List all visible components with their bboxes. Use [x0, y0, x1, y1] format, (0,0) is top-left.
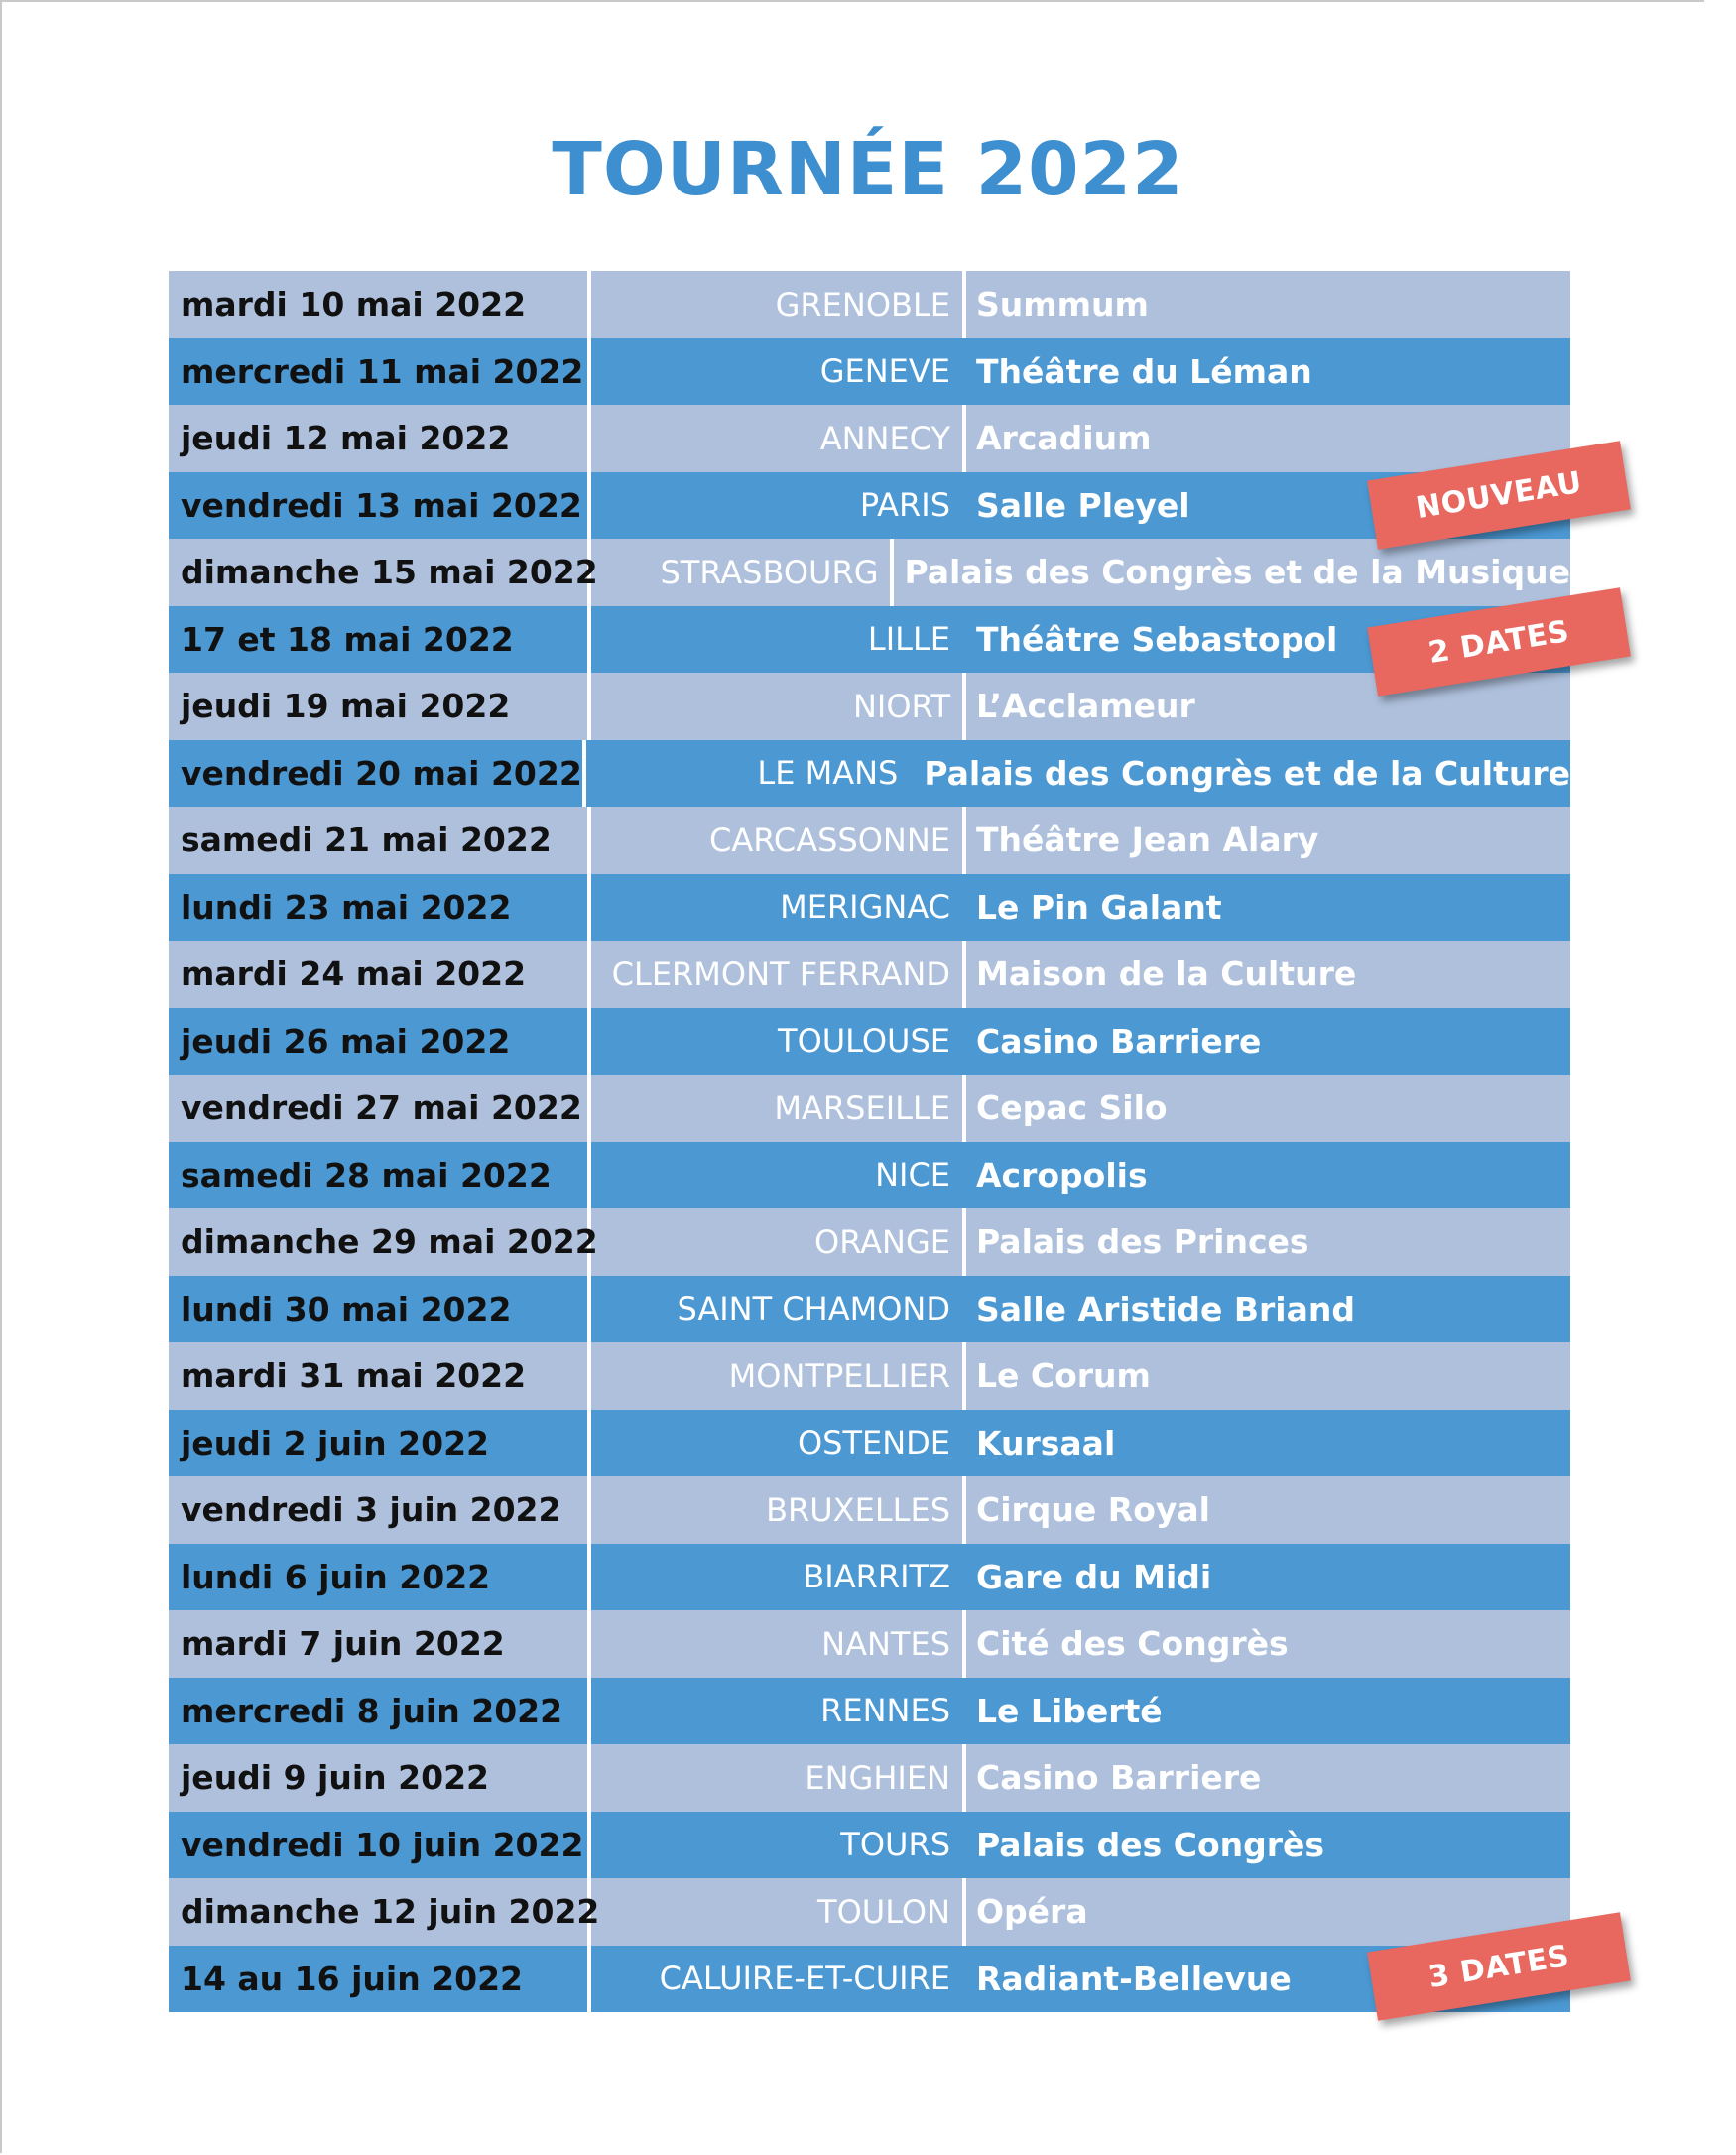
city-cell: OSTENDE — [591, 1410, 966, 1477]
city-cell: ENGHIEN — [591, 1744, 966, 1812]
date-cell: 17 et 18 mai 2022 — [169, 606, 591, 674]
date-cell: 14 au 16 juin 2022 — [169, 1946, 591, 2013]
city-cell: GENEVE — [591, 338, 966, 406]
date-cell: jeudi 2 juin 2022 — [169, 1410, 591, 1477]
city-cell: SAINT CHAMOND — [591, 1276, 966, 1343]
city-cell: MERIGNAC — [591, 874, 966, 942]
city-cell: NANTES — [591, 1610, 966, 1678]
table-row — [169, 271, 1570, 338]
venue-cell: Arcadium — [976, 419, 1152, 458]
venue-cell: Le Liberté — [976, 1691, 1163, 1730]
venue-cell: Acropolis — [976, 1155, 1148, 1195]
city-cell: RENNES — [591, 1678, 966, 1745]
city-cell: PARIS — [591, 472, 966, 540]
two-dates-badge: 2 DATES — [1367, 587, 1631, 696]
venue-cell: Le Corum — [976, 1356, 1151, 1396]
venue-cell: Casino Barriere — [976, 1758, 1262, 1798]
city-cell: BIARRITZ — [591, 1544, 966, 1611]
date-cell: lundi 23 mai 2022 — [169, 874, 591, 942]
venue-cell: Théâtre du Léman — [976, 351, 1312, 391]
venue-cell: Radiant-Bellevue — [976, 1959, 1292, 1998]
city-cell: BRUXELLES — [591, 1476, 966, 1544]
city-cell: CARCASSONNE — [591, 807, 966, 874]
venue-cell: Summum — [976, 285, 1149, 324]
date-cell: samedi 28 mai 2022 — [169, 1142, 591, 1209]
table-row — [169, 1744, 1570, 1812]
tour-dates-table — [169, 271, 1570, 2012]
date-cell: vendredi 13 mai 2022 — [169, 472, 591, 540]
date-cell: mardi 10 mai 2022 — [169, 271, 591, 338]
venue-cell: L’Acclameur — [976, 687, 1195, 726]
venue-cell: Casino Barriere — [976, 1021, 1262, 1061]
venue-cell: Kursaal — [976, 1423, 1116, 1462]
date-cell: jeudi 26 mai 2022 — [169, 1008, 591, 1076]
date-cell: mardi 7 juin 2022 — [169, 1610, 591, 1678]
city-cell: NICE — [591, 1142, 966, 1209]
city-cell: TOULON — [591, 1878, 966, 1946]
city-cell: MARSEILLE — [591, 1075, 966, 1142]
table-row — [169, 338, 1570, 406]
date-cell: mercredi 11 mai 2022 — [169, 338, 591, 406]
table-row — [169, 1610, 1570, 1678]
date-cell: dimanche 12 juin 2022 — [169, 1878, 591, 1946]
date-cell: vendredi 10 juin 2022 — [169, 1812, 591, 1879]
city-cell: ANNECY — [591, 405, 966, 472]
date-cell: jeudi 19 mai 2022 — [169, 673, 591, 740]
table-row — [169, 1544, 1570, 1611]
venue-cell: Palais des Congrès et de la Culture — [924, 753, 1570, 793]
table-row — [169, 941, 1570, 1008]
table-row — [169, 1878, 1570, 1946]
date-cell: samedi 21 mai 2022 — [169, 807, 591, 874]
venue-cell: Maison de la Culture — [976, 954, 1357, 994]
city-cell: ORANGE — [591, 1208, 966, 1276]
three-dates-badge: 3 DATES — [1367, 1912, 1631, 2020]
table-row — [169, 740, 1570, 808]
date-cell: dimanche 15 mai 2022 — [169, 539, 591, 606]
venue-cell: Cepac Silo — [976, 1088, 1168, 1128]
date-cell: dimanche 29 mai 2022 — [169, 1208, 591, 1276]
table-row — [169, 472, 1570, 540]
table-row — [169, 1678, 1570, 1745]
date-cell: mardi 31 mai 2022 — [169, 1342, 591, 1410]
venue-cell: Théâtre Jean Alary — [976, 821, 1319, 860]
page-title: TOURNÉE 2022 — [552, 127, 1184, 212]
table-row — [169, 1008, 1570, 1076]
venue-cell: Salle Pleyel — [976, 485, 1190, 525]
venue-cell: Cité des Congrès — [976, 1624, 1289, 1664]
venue-cell: Palais des Princes — [976, 1222, 1309, 1262]
date-cell: vendredi 3 juin 2022 — [169, 1476, 591, 1544]
date-cell: mercredi 8 juin 2022 — [169, 1678, 591, 1745]
nouveau-badge: NOUVEAU — [1367, 441, 1631, 549]
date-cell: jeudi 9 juin 2022 — [169, 1744, 591, 1812]
city-cell: TOULOUSE — [591, 1008, 966, 1076]
table-row — [169, 1946, 1570, 2013]
table-row — [169, 1476, 1570, 1544]
city-cell: TOURS — [591, 1812, 966, 1879]
city-cell: LILLE — [591, 606, 966, 674]
table-row — [169, 1208, 1570, 1276]
date-cell: vendredi 20 mai 2022 — [169, 740, 586, 808]
venue-cell: Cirque Royal — [976, 1490, 1210, 1530]
table-row — [169, 405, 1570, 472]
table-row — [169, 606, 1570, 674]
venue-cell: Théâtre Sebastopol — [976, 619, 1338, 659]
venue-cell: Le Pin Galant — [976, 887, 1222, 927]
city-cell: CLERMONT FERRAND — [591, 941, 966, 1008]
venue-cell: Palais des Congrès et de la Musique — [904, 553, 1570, 592]
date-cell: lundi 30 mai 2022 — [169, 1276, 591, 1343]
date-cell: lundi 6 juin 2022 — [169, 1544, 591, 1611]
city-cell: NIORT — [591, 673, 966, 740]
table-row — [169, 807, 1570, 874]
city-cell: CALUIRE-ET-CUIRE — [591, 1946, 966, 2013]
venue-cell: Opéra — [976, 1892, 1088, 1932]
date-cell: mardi 24 mai 2022 — [169, 941, 591, 1008]
table-row — [169, 1812, 1570, 1879]
venue-cell: Salle Aristide Briand — [976, 1289, 1355, 1329]
table-row — [169, 1276, 1570, 1343]
city-cell: GRENOBLE — [591, 271, 966, 338]
city-cell: MONTPELLIER — [591, 1342, 966, 1410]
table-row — [169, 1075, 1570, 1142]
table-row — [169, 539, 1570, 606]
table-row — [169, 874, 1570, 942]
city-cell: LE MANS — [586, 740, 915, 808]
table-row — [169, 1410, 1570, 1477]
city-cell: STRASBOURG — [591, 539, 894, 606]
date-cell: jeudi 12 mai 2022 — [169, 405, 591, 472]
venue-cell: Gare du Midi — [976, 1557, 1212, 1596]
date-cell: vendredi 27 mai 2022 — [169, 1075, 591, 1142]
venue-cell: Palais des Congrès — [976, 1825, 1325, 1864]
table-row — [169, 1342, 1570, 1410]
table-row — [169, 1142, 1570, 1209]
table-row — [169, 673, 1570, 740]
